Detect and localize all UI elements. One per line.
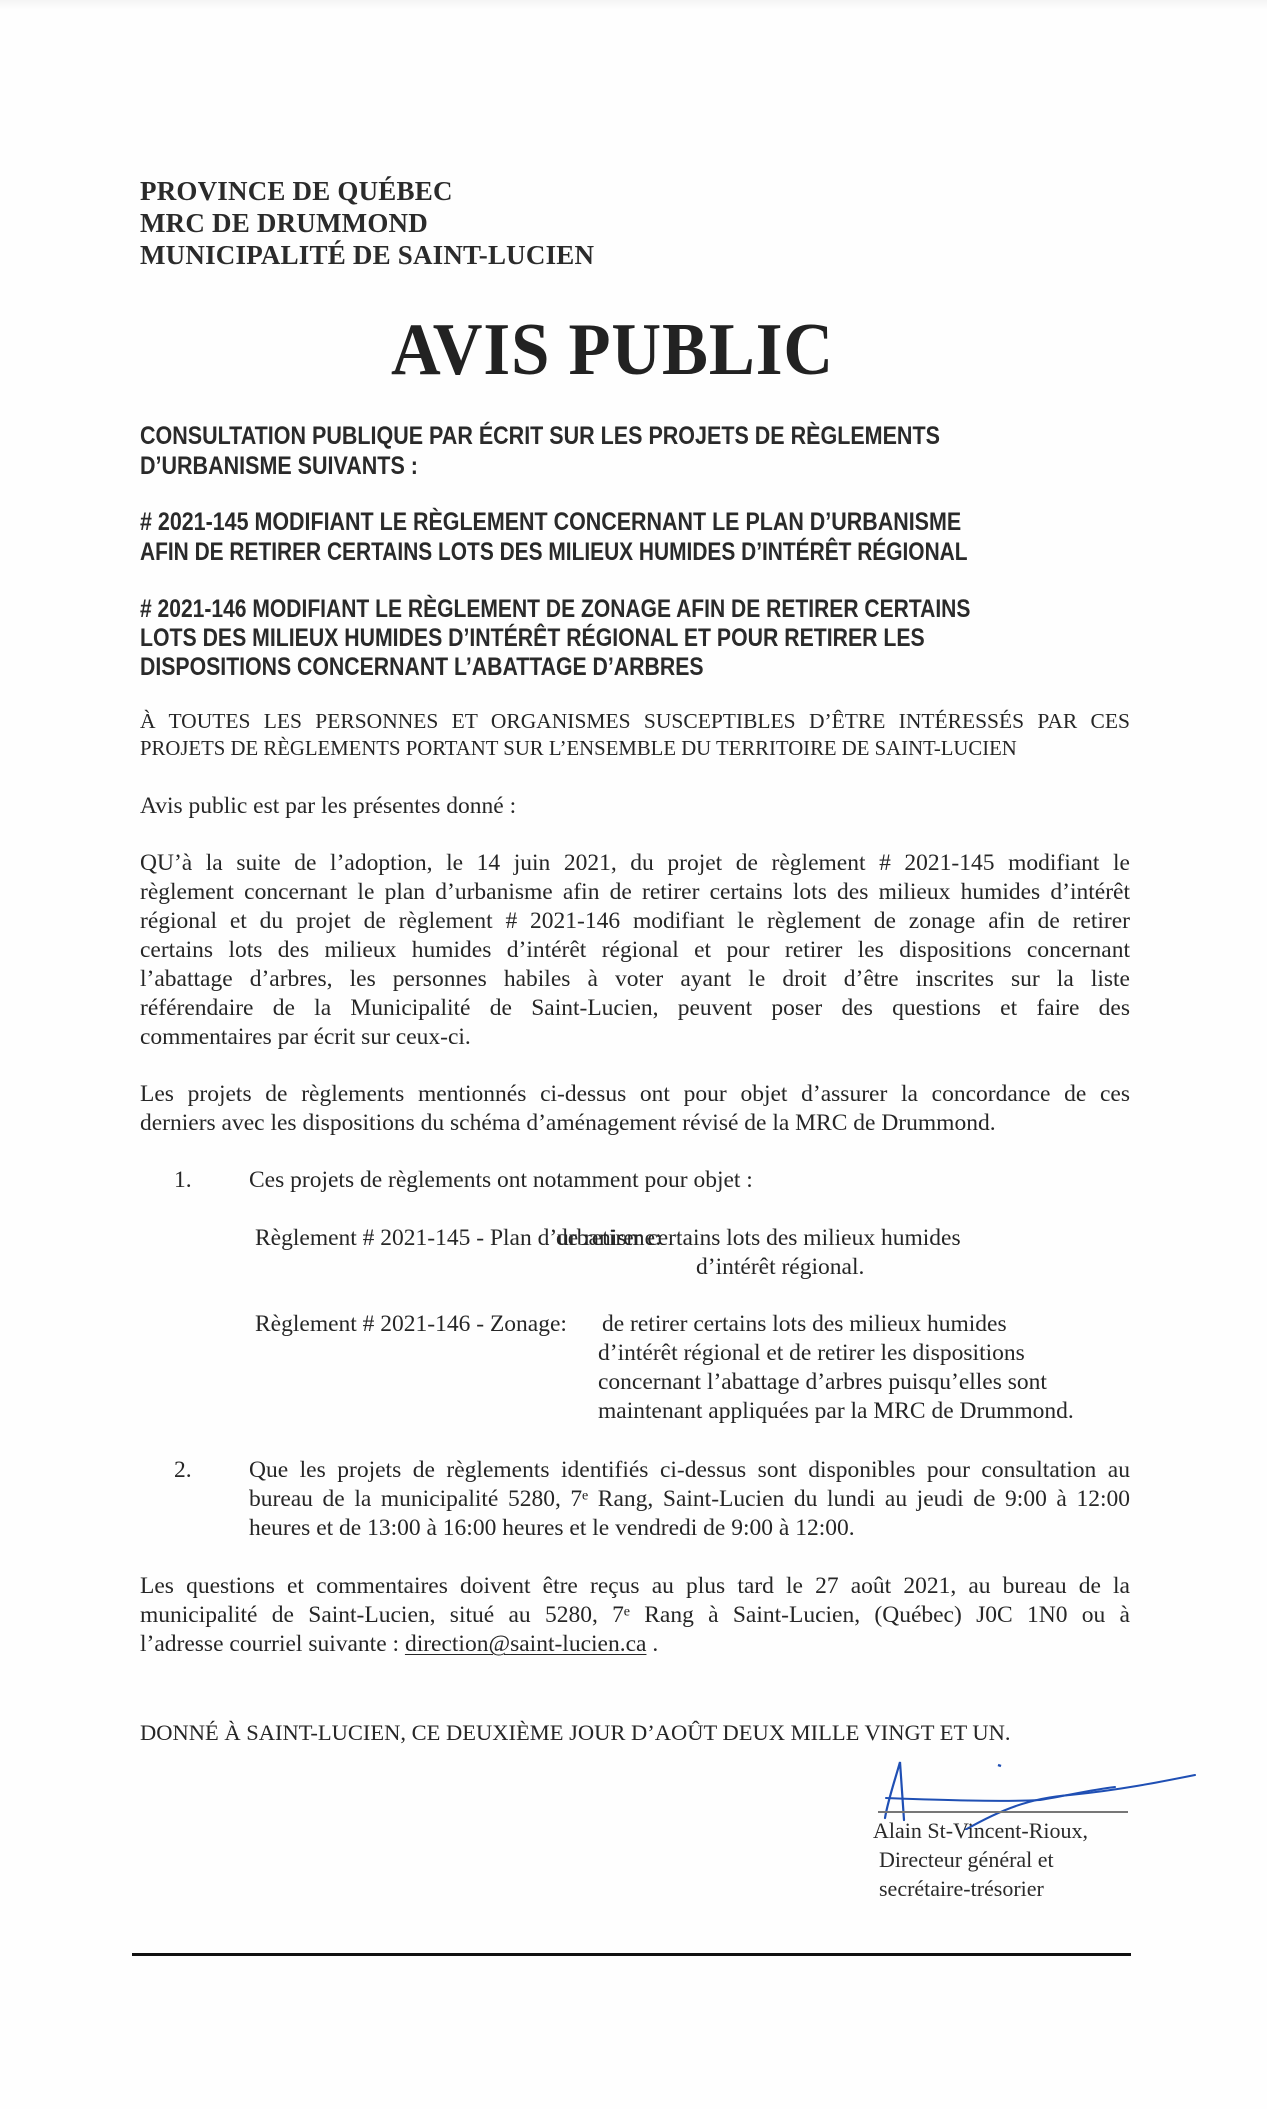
reglement-146-heading-line3: DISPOSITIONS CONCERNANT L’ABATTAGE D’ARBRES <box>140 653 704 681</box>
signatory-name: Alain St-Vincent-Rioux, <box>873 1818 1088 1843</box>
scan-edge <box>0 0 1267 10</box>
reglement-146-desc-line3: concernant l’abattage d’arbres puisqu’elles sont <box>598 1369 1047 1395</box>
reglement-146-heading-line2: LOTS DES MILIEUX HUMIDES D’INTÉRÊT RÉGIONAL ET POUR RETIRER LES <box>140 624 925 652</box>
signatory-title-line1: Directeur général et <box>879 1847 1054 1872</box>
reglement-145-label: Règlement # 2021-145 - Plan d’urbanisme: <box>255 1225 662 1251</box>
paragraph-line: référendaire de la Municipalité de Saint-Lucien, peuvent poser des questions et faire des <box>140 995 1130 1021</box>
signature-dot <box>998 1765 1001 1766</box>
paragraph-line: Les questions et commentaires doivent être reçus au plus tard le 27 août 2021, au bureau de la <box>140 1573 1130 1599</box>
intro-text: Avis public est par les présentes donné : <box>140 793 517 819</box>
reglement-145-desc-line1: de retirer certains lots des milieux humides <box>556 1225 961 1251</box>
reglement-145-desc-line2: d’intérêt régional. <box>696 1254 865 1280</box>
header-province: PROVINCE DE QUÉBEC <box>140 176 453 206</box>
header-mrc: MRC DE DRUMMOND <box>140 208 428 238</box>
page-title: AVIS PUBLIC <box>391 309 835 391</box>
paragraph-line <box>140 1631 1130 1658</box>
given-at-text: DONNÉ À SAINT-LUCIEN, CE DEUXIÈME JOUR D’AOÛT DEUX MILLE VINGT ET UN. <box>140 1720 1011 1745</box>
reglement-146-desc-line1: de retirer certains lots des milieux humides <box>602 1311 1007 1337</box>
paragraph-line: municipalité de Saint-Lucien, situé au 5280, 7ᵉ Rang à Saint-Lucien, (Québec) J0C 1N0 ou à <box>140 1602 1130 1628</box>
consultation-heading-line1: CONSULTATION PUBLIQUE PAR ÉCRIT SUR LES PROJETS DE RÈGLEMENTS <box>140 422 940 450</box>
signatory-title-line2: secrétaire-trésorier <box>879 1876 1044 1901</box>
paragraph-line: l’abattage d’arbres, les personnes habiles à voter ayant le droit d’être inscrites sur la liste <box>140 966 1130 992</box>
email-suffix: . <box>646 1631 659 1657</box>
list-number-2: 2. <box>174 1457 192 1483</box>
header-municipality: MUNICIPALITÉ DE SAINT-LUCIEN <box>140 240 595 270</box>
paragraph-line: Les projets de règlements mentionnés ci-dessus ont pour objet d’assurer la concordance de ces <box>140 1081 1130 1107</box>
reglement-146-desc-line4: maintenant appliquées par la MRC de Drummond. <box>598 1398 1074 1424</box>
paragraph-line: derniers avec les dispositions du schéma d’aménagement révisé de la MRC de Drummond. <box>140 1110 996 1136</box>
paragraph-line: commentaires par écrit sur ceux-ci. <box>140 1024 471 1050</box>
addressees-line1: À TOUTES LES PERSONNES ET ORGANISMES SUSCEPTIBLES D’ÊTRE INTÉRESSÉS PAR CES <box>140 709 1130 733</box>
paragraph-line: certains lots des milieux humides d’intérêt régional et pour retirer les dispositions concernant <box>140 937 1130 963</box>
paragraph-line: régional et du projet de règlement # 2021-146 modifiant le règlement de zonage afin de retirer <box>140 908 1130 934</box>
bottom-rule <box>132 1953 1131 1956</box>
reglement-146-heading-line1: # 2021-146 MODIFIANT LE RÈGLEMENT DE ZONAGE AFIN DE RETIRER CERTAINS <box>140 595 971 623</box>
email-prefix: l’adresse courriel suivante : <box>140 1631 405 1657</box>
list-item-2-line: Que les projets de règlements identifiés ci-dessus sont disponibles pour consultation au <box>249 1457 1130 1483</box>
reglement-145-heading-line2: AFIN DE RETIRER CERTAINS LOTS DES MILIEUX HUMIDES D’INTÉRÊT RÉGIONAL <box>140 538 968 566</box>
list-item-2-line: bureau de la municipalité 5280, 7ᵉ Rang, Saint-Lucien du lundi au jeudi de 9:00 à 12:00 <box>249 1486 1130 1512</box>
email-link[interactable]: direction@saint-lucien.ca <box>404 1631 647 1657</box>
addressees-line2: PROJETS DE RÈGLEMENTS PORTANT SUR L’ENSEMBLE DU TERRITOIRE DE SAINT-LUCIEN <box>140 736 1017 760</box>
list-item-1-text: Ces projets de règlements ont notamment pour objet : <box>249 1167 753 1193</box>
list-number-1: 1. <box>174 1167 192 1193</box>
reglement-146-desc-line2: d’intérêt régional et de retirer les dispositions <box>598 1340 1025 1366</box>
list-item-2-line: heures et de 13:00 à 16:00 heures et le vendredi de 9:00 à 12:00. <box>249 1515 855 1541</box>
reglement-145-heading-line1: # 2021-145 MODIFIANT LE RÈGLEMENT CONCERNANT LE PLAN D’URBANISME <box>140 508 962 536</box>
consultation-heading-line2: D’URBANISME SUIVANTS : <box>140 452 418 480</box>
paragraph-line: QU’à la suite de l’adoption, le 14 juin 2021, du projet de règlement # 2021-145 modifiant le <box>140 850 1130 876</box>
signature-line <box>878 1811 1128 1813</box>
reglement-146-label: Règlement # 2021-146 - Zonage: <box>255 1311 567 1337</box>
paragraph-line: règlement concernant le plan d’urbanisme afin de retirer certains lots des milieux humides d’intérêt <box>140 879 1130 905</box>
